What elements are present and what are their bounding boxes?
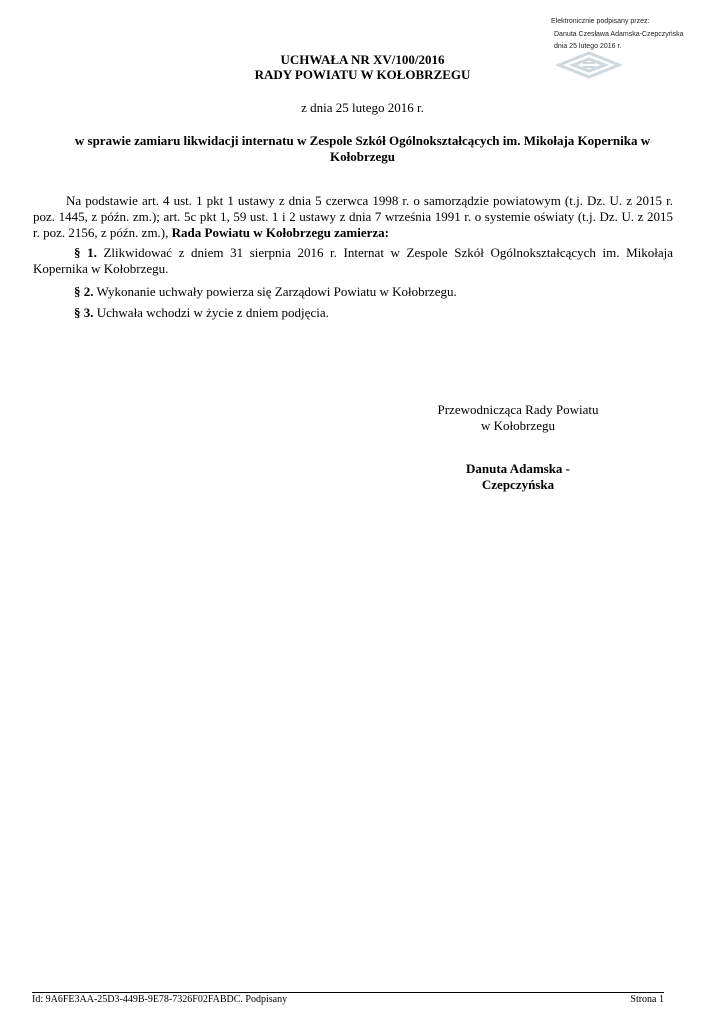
legal-basis-text: Na podstawie art. 4 ust. 1 pkt 1 ustawy z dnia 5 czerwca 1998 r. o samorządzie powiatowym (t.j. Dz. U. z 2015 r. poz. 1445, z późn. zm.); art. 5c pkt 1, 59 ust. 1 i 2 ustawy z dnia 7 września 1991 r. o systemie oświaty (t.j. Dz. U. z 2015 r. poz. 2156, z późn. zm.), [33,193,673,240]
section-2 [33,284,673,300]
signer-name-line1: Danuta Adamska - [465,461,571,476]
section-label: § 1. [74,245,97,260]
signer-name [418,461,618,493]
section-1 [33,245,673,277]
section-text: Uchwała wchodzi w życie z dniem podjęcia. [93,305,329,320]
footer-divider [32,992,664,993]
council-name: RADY POWIATU W KOŁOBRZEGU [254,67,471,82]
section-text: Zlikwidować z dniem 31 sierpnia 2016 r. Internat w Zespole Szkół Ogólnokształcących im. Mikołaja Kopernika w Kołobrzegu. [33,245,673,276]
signature-date: dnia 25 lutego 2016 r. [554,43,622,50]
section-text: Wykonanie uchwały powierza się Zarządowi Powiatu w Kołobrzegu. [93,284,457,299]
page-number: Strona 1 [630,994,664,1005]
document-id: Id: 9A6FE3AA-25D3-449B-9E78-7326F02FABDC. Podpisany [32,994,288,1005]
resolution-title: UCHWAŁA NR XV/100/2016 [280,52,445,67]
section-3 [33,305,673,321]
signature-signer-name: Danuta Czesława Adamska-Czepczyńska [554,31,684,38]
signer-role-line2: w Kołobrzegu [480,418,555,433]
signer-role-line1: Przewodnicząca Rady Powiatu [437,402,599,417]
signer-role [418,402,618,434]
signer-name-line2: Czepczyńska [481,477,555,492]
resolution-subject: w sprawie zamiaru likwidacji internatu w Zespole Szkół Ogólnokształcących im. Mikołaja Kopernika w Kołobrzegu [74,133,651,164]
resolution-date: z dnia 25 lutego 2016 r. [301,100,424,115]
legal-basis-bold: Rada Powiatu w Kołobrzegu zamierza: [171,225,389,240]
legal-basis-paragraph [33,193,673,241]
section-label: § 3. [74,305,94,320]
section-label: § 2. [74,284,94,299]
signature-label: Elektronicznie podpisany przez: [551,18,650,25]
